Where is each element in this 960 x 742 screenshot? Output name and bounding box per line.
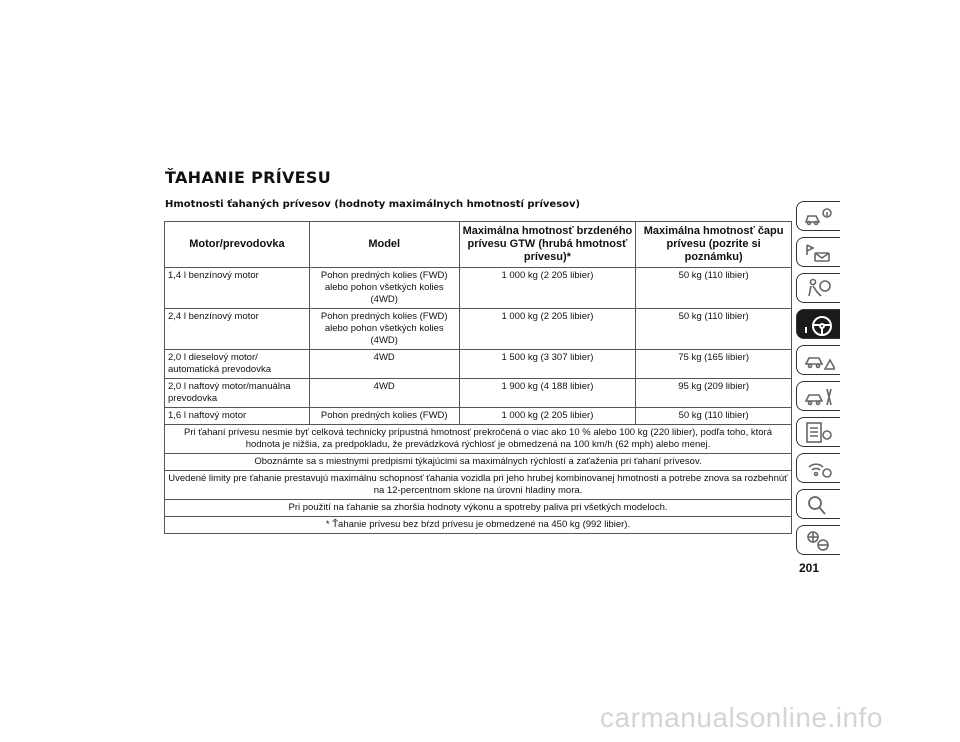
tab-specifications[interactable] bbox=[796, 417, 840, 447]
column-header: Model bbox=[309, 222, 459, 268]
table-cell: 1 000 kg (2 205 libier) bbox=[459, 309, 636, 350]
table-row bbox=[165, 350, 792, 379]
airbag-icon bbox=[803, 277, 835, 301]
column-header: Maximálna hmotnosť brzdeného prívesu GTW (hrubá hmotnosť prívesu)* bbox=[459, 222, 636, 268]
specifications-icon bbox=[803, 421, 835, 445]
tab-warning[interactable] bbox=[796, 345, 840, 375]
section-subtitle: Hmotnosti ťahaných prívesov (hodnoty maximálnych hmotností prívesov) bbox=[165, 199, 581, 210]
tab-search[interactable] bbox=[796, 489, 840, 519]
tab-car-signals[interactable] bbox=[796, 237, 840, 267]
table-cell: 4WD bbox=[309, 350, 459, 379]
table-header-row bbox=[165, 222, 792, 268]
tab-airbag[interactable] bbox=[796, 273, 840, 303]
watermark: carmanualsonline.info bbox=[600, 702, 883, 733]
table-cell: Pohon predných kolies (FWD) alebo pohon všetkých kolies (4WD) bbox=[309, 309, 459, 350]
table-cell: 2,4 l benzínový motor bbox=[165, 309, 310, 350]
table-cell: 50 kg (110 libier) bbox=[636, 268, 792, 309]
car-info-icon bbox=[803, 205, 835, 229]
column-header: Motor/prevodovka bbox=[165, 222, 310, 268]
steering-wheel-icon bbox=[803, 313, 835, 337]
tab-multimedia[interactable] bbox=[796, 453, 840, 483]
table-cell: 2,0 l naftový motor/manuálna prevodovka bbox=[165, 379, 310, 408]
table-cell: Pohon predných kolies (FWD) alebo pohon všetkých kolies (4WD) bbox=[309, 268, 459, 309]
table-note-row bbox=[165, 454, 792, 471]
warning-car-icon bbox=[803, 349, 835, 373]
table-row bbox=[165, 408, 792, 425]
table-row bbox=[165, 379, 792, 408]
table-note-row bbox=[165, 425, 792, 454]
table-note-row bbox=[165, 500, 792, 517]
table-row bbox=[165, 268, 792, 309]
table-note-row bbox=[165, 471, 792, 500]
table-note: Pri použití na ťahanie sa zhoršia hodnoty výkonu a spotreby paliva pri všetkých modeloch. bbox=[165, 500, 792, 517]
table-cell: 50 kg (110 libier) bbox=[636, 309, 792, 350]
table-cell: 95 kg (209 libier) bbox=[636, 379, 792, 408]
car-signals-icon bbox=[803, 241, 835, 265]
tab-car-info[interactable] bbox=[796, 201, 840, 231]
table-cell: 4WD bbox=[309, 379, 459, 408]
tab-service[interactable] bbox=[796, 381, 840, 411]
tab-language[interactable] bbox=[796, 525, 840, 555]
column-header: Maximálna hmotnosť čapu prívesu (pozrite si poznámku) bbox=[636, 222, 792, 268]
table-note: Uvedené limity pre ťahanie prestavujú maximálnu schopnosť ťahania vozidla pri jeho hrubej kombinovanej hmotnosti a potrebe znova sa rozbehnúť na 12-percentnom sklone na úrovni hladiny mora. bbox=[165, 471, 792, 500]
table-cell: 1,6 l naftový motor bbox=[165, 408, 310, 425]
table-cell: 1 000 kg (2 205 libier) bbox=[459, 268, 636, 309]
tab-steering[interactable] bbox=[796, 309, 840, 339]
chapter-tabs bbox=[796, 201, 842, 561]
table-cell: 1 900 kg (4 188 libier) bbox=[459, 379, 636, 408]
page-number: 201 bbox=[799, 561, 820, 575]
search-icon bbox=[803, 493, 835, 517]
table-cell: 2,0 l dieselový motor/ automatická prevodovka bbox=[165, 350, 310, 379]
table-note: * Ťahanie prívesu bez bŕzd prívesu je obmedzené na 450 kg (992 libier). bbox=[165, 517, 792, 534]
language-index-icon bbox=[803, 529, 835, 553]
table-cell: 75 kg (165 libier) bbox=[636, 350, 792, 379]
table-note-row bbox=[165, 517, 792, 534]
multimedia-icon bbox=[803, 457, 835, 481]
table-note: Oboznámte sa s miestnymi predpismi týkajúcimi sa maximálnych rýchlostí a zaťaženia pri ťahaní prívesov. bbox=[165, 454, 792, 471]
table-cell: 1 000 kg (2 205 libier) bbox=[459, 408, 636, 425]
table-note: Pri ťahaní prívesu nesmie byť celková technicky prípustná hmotnosť prekročená o viac ako 10 % alebo 100 kg (220 libier), podľa toho, ktorá hodnota je nižšia, za predpokladu, že prevádzková rýchlosť je obmedzená na 100 km/h (62 mph) alebo menej. bbox=[165, 425, 792, 454]
car-service-icon bbox=[803, 385, 835, 409]
table-row bbox=[165, 309, 792, 350]
table-cell: 50 kg (110 libier) bbox=[636, 408, 792, 425]
table-cell: 1 500 kg (3 307 libier) bbox=[459, 350, 636, 379]
table-cell: 1,4 l benzínový motor bbox=[165, 268, 310, 309]
towing-table bbox=[164, 221, 792, 534]
page-title: ŤAHANIE PRÍVESU bbox=[165, 168, 331, 187]
table-cell: Pohon predných kolies (FWD) bbox=[309, 408, 459, 425]
